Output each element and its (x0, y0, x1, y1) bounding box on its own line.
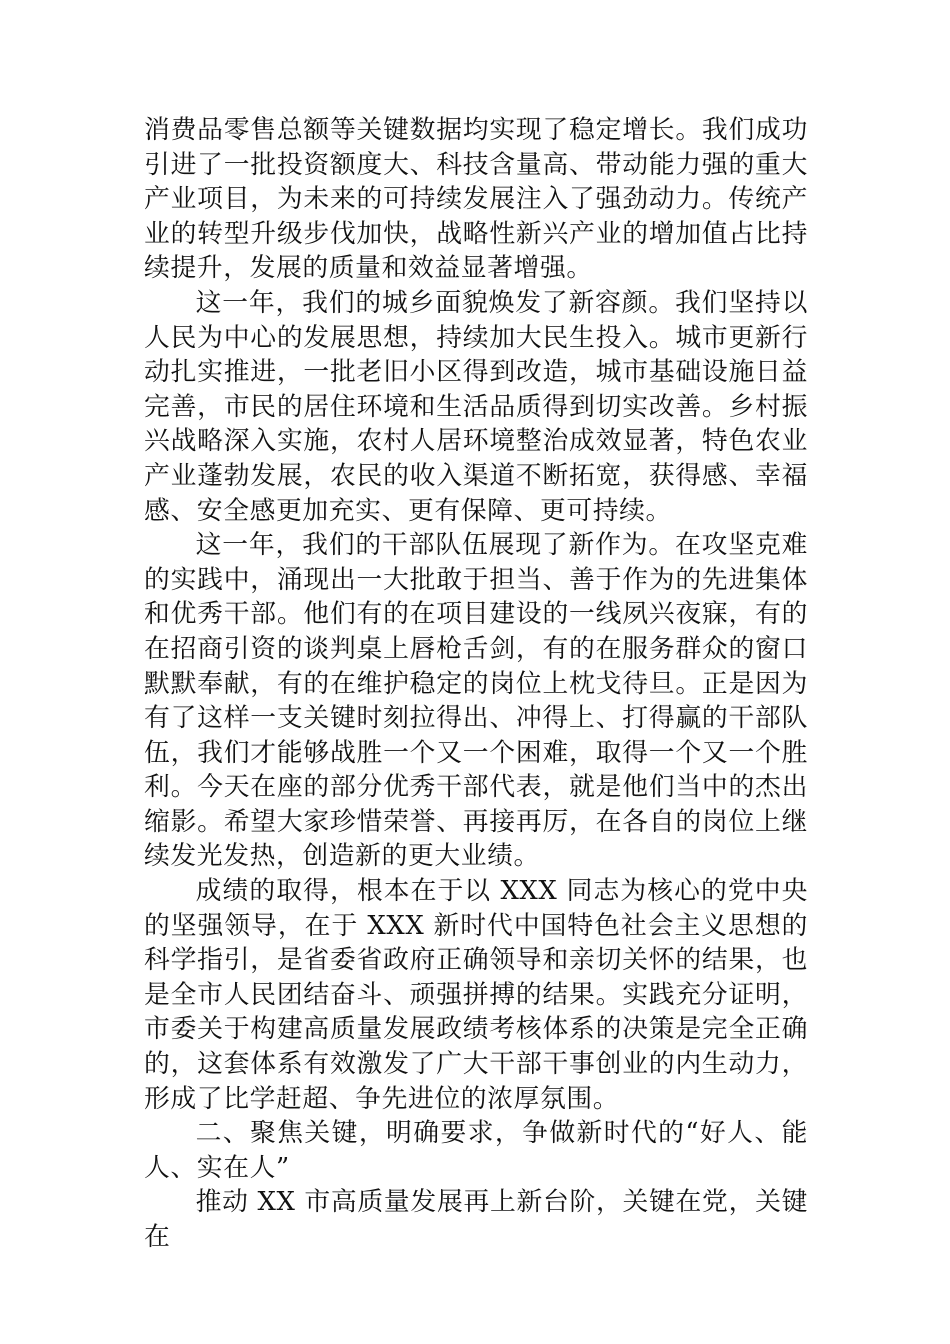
paragraph-section-two-body: 推动 XX 市高质量发展再上新台阶，关键在党，关键在 (144, 1187, 808, 1252)
paragraph-urban-rural: 这一年，我们的城乡面貌焕发了新容颜。我们坚持以人民为中心的发展思想，持续加大民生投入。城市更新行动扎实推进，一批老旧小区得到改造，城市基础设施日益完善，市民的居住环境和生活品质得到切实改善。乡村振兴战略深入实施，农村人居环境整治成效显著，特色农业产业蓬勃发展，农民的收入渠道不断拓宽，获得感、幸福感、安全感更加充实、更有保障、更可持续。 (144, 287, 808, 526)
section-two-heading: 二、聚焦关键，明确要求，争做新时代的“好人、能人、实在人” (144, 1118, 808, 1183)
paragraph-achievements: 成绩的取得，根本在于以 XXX 同志为核心的党中央的坚强领导，在于 XXX 新时代中国特色社会主义思想的科学指引，是省委省政府正确领导和亲切关怀的结果，也是全市人民团结奋斗、顽强拼搏的结果。实践充分证明，市委关于构建高质量发展政绩考核体系的决策是完全正确的，这套体系有效激发了广大干部干事创业的内生动力，形成了比学赶超、争先进位的浓厚氛围。 (144, 876, 808, 1114)
document-body (144, 113, 808, 1255)
paragraph-economy-continued: 消费品零售总额等关键数据均实现了稳定增长。我们成功引进了一批投资额度大、科技含量高、带动能力强的重大产业项目，为未来的可持续发展注入了强劲动力。传统产业的转型升级步伐加快，战略性新兴产业的增加值占比持续提升，发展的质量和效益显著增强。 (144, 115, 808, 284)
paragraph-cadres: 这一年，我们的干部队伍展现了新作为。在攻坚克难的实践中，涌现出一大批敢于担当、善于作为的先进集体和优秀干部。他们有的在项目建设的一线夙兴夜寐，有的在招商引资的谈判桌上唇枪舌剑，有的在服务群众的窗口默默奉献，有的在维护稳定的岗位上枕戈待旦。正是因为有了这样一支关键时刻拉得出、冲得上、打得赢的干部队伍，我们才能够战胜一个又一个困难，取得一个又一个胜利。今天在座的部分优秀干部代表，就是他们当中的杰出缩影。希望大家珍惜荣誉、再接再厉，在各自的岗位上继续发光发热，创造新的更大业绩。 (144, 530, 808, 872)
